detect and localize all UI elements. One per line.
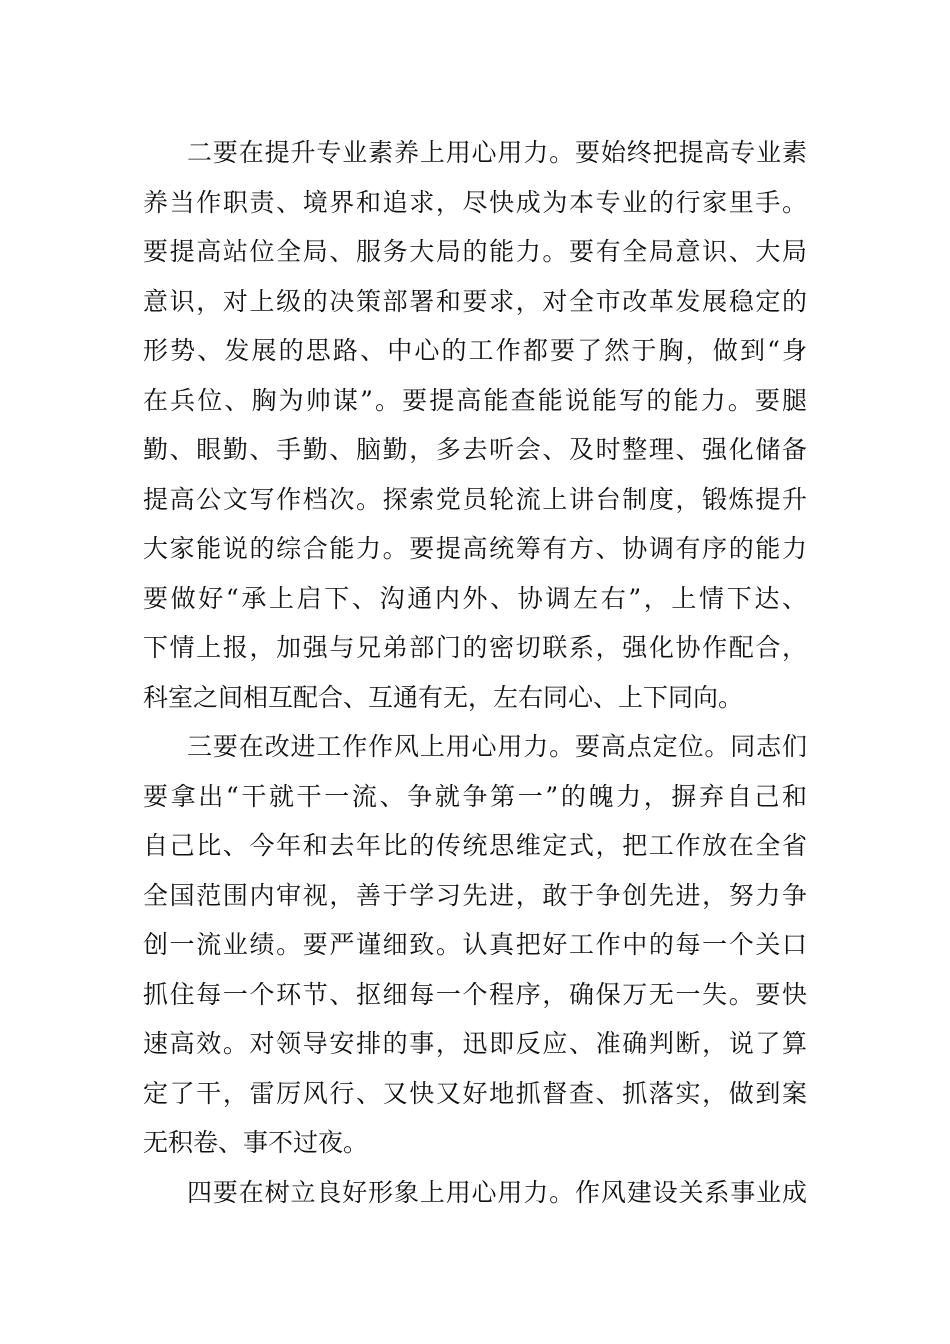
paragraph-line: 全国范围内审视，善于学习先进，敢于争创先进，努力争 bbox=[143, 880, 807, 910]
paragraph-line: 大家能说的综合能力。要提高统筹有方、协调有序的能力 bbox=[143, 534, 807, 563]
paragraph-line: 创一流业绩。要严谨细致。认真把好工作中的每一个关口 bbox=[143, 930, 807, 959]
paragraph-line: 在兵位、胸为帅谋”。要提高能查能说能写的能力。要腿 bbox=[143, 385, 807, 415]
paragraph-line: 二要在提升专业素养上用心用力。要始终把提高专业素 bbox=[187, 138, 807, 167]
paragraph-line: 抓住每一个环节、抠细每一个程序，确保万无一失。要快 bbox=[143, 979, 807, 1009]
paragraph-line: 勤、眼勤、手勤、脑勤，多去听会、及时整理、强化储备 bbox=[143, 435, 807, 464]
paragraph-line: 三要在改进工作作风上用心用力。要高点定位。同志们 bbox=[187, 732, 807, 761]
paragraph-line: 速高效。对领导安排的事，迅即反应、准确判断，说了算 bbox=[143, 1029, 807, 1058]
paragraph-line: 四要在树立良好形象上用心用力。作风建设关系事业成 bbox=[187, 1177, 807, 1207]
body-text bbox=[143, 128, 807, 1217]
paragraph-line: 要拿出“干就干一流、争就争第一”的魄力，摒弃自己和 bbox=[143, 781, 807, 811]
paragraph-line: 要提高站位全局、服务大局的能力。要有全局意识、大局 bbox=[143, 237, 807, 266]
paragraph-line: 提高公文写作档次。探索党员轮流上讲台制度，锻炼提升 bbox=[143, 484, 807, 514]
paragraph-line: 科室之间相互配合、互通有无，左右同心、上下同向。 bbox=[143, 682, 744, 712]
paragraph-line: 养当作职责、境界和追求，尽快成为本专业的行家里手。 bbox=[143, 187, 807, 217]
paragraph-line: 意识，对上级的决策部署和要求，对全市改革发展稳定的 bbox=[143, 286, 807, 316]
paragraph-line: 无积卷、事不过夜。 bbox=[143, 1128, 369, 1157]
paragraph-line: 定了干，雷厉风行、又快又好地抓督查、抓落实，做到案 bbox=[143, 1078, 807, 1108]
paragraph-line: 自己比、今年和去年比的传统思维定式，把工作放在全省 bbox=[143, 831, 807, 860]
paragraph-line: 下情上报，加强与兄弟部门的密切联系，强化协作配合， bbox=[143, 633, 807, 662]
paragraph-line: 要做好“承上启下、沟通内外、协调左右”，上情下达、 bbox=[143, 583, 807, 613]
paragraph-line: 形势、发展的思路、中心的工作都要了然于胸，做到“身 bbox=[143, 336, 807, 365]
